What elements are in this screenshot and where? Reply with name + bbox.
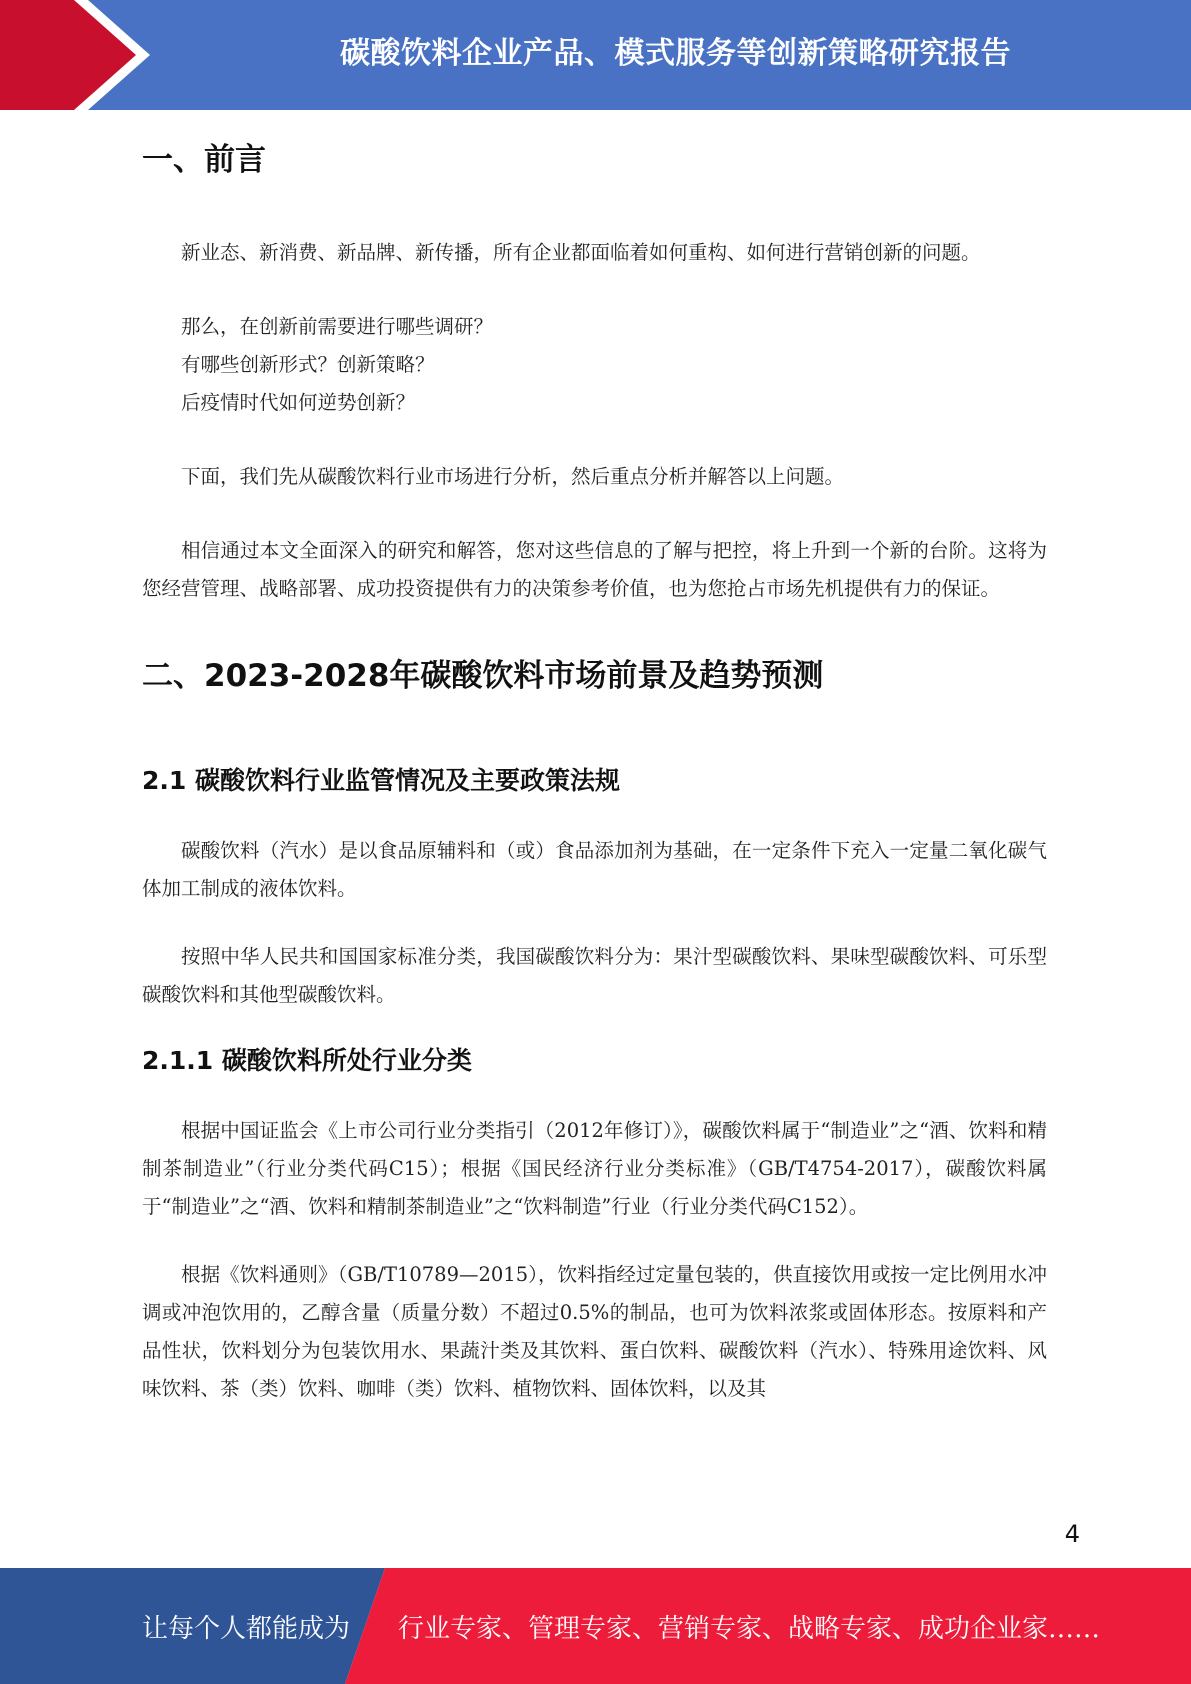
question-line: 那么，在创新前需要进行哪些调研？ <box>181 315 494 338</box>
paragraph: 相信通过本文全面深入的研究和解答，您对这些信息的了解与把控，将上升到一个新的台阶。这将为您经营管理、战略部署、成功投资提供有力的决策参考价值，也为您抢占市场先机提供有力的保证。 <box>142 539 1047 600</box>
section-2-title: 二、2023-2028年碳酸饮料市场前景及趋势预测 <box>142 658 824 694</box>
paragraph: 碳酸饮料（汽水）是以食品原辅料和（或）食品添加剂为基础，在一定条件下充入一定量二氧化碳气体加工制成的液体饮料。 <box>142 839 1047 900</box>
paragraph: 新业态、新消费、新品牌、新传播，所有企业都面临着如何重构、如何进行营销创新的问题。 <box>181 241 981 264</box>
footer-slogan-right: 行业专家、管理专家、营销专家、战略专家、成功企业家…… <box>398 1613 1101 1644</box>
paragraph: 根据中国证监会《上市公司行业分类指引（2012年修订）》，碳酸饮料属于“制造业”之“酒、饮料和精制茶制造业”（行业分类代码C15）；根据《国民经济行业分类标准》（GB/T4754-2017），碳酸饮料属于“制造业”之“酒、饮料和精制茶制造业”之“饮料制造”行业（行业分类代码C152）。 <box>142 1119 1047 1218</box>
footer-slogan-left: 让每个人都能成为 <box>142 1613 351 1644</box>
paragraph: 下面，我们先从碳酸饮料行业市场进行分析，然后重点分析并解答以上问题。 <box>181 465 845 488</box>
question-line: 有哪些创新形式？创新策略？ <box>181 353 435 376</box>
page-number: 4 <box>1064 1520 1080 1548</box>
paragraph: 按照中华人民共和国国家标准分类，我国碳酸饮料分为：果汁型碳酸饮料、果味型碳酸饮料、可乐型碳酸饮料和其他型碳酸饮料。 <box>142 945 1047 1006</box>
section-2-1-1-title: 2.1.1 碳酸饮料所处行业分类 <box>142 1046 472 1075</box>
page-header <box>0 0 1191 110</box>
document-body <box>142 130 1047 1408</box>
header-arrow-icon <box>0 0 160 110</box>
paragraph: 根据《饮料通则》（GB/T10789—2015），饮料指经过定量包装的，供直接饮用或按一定比例用水冲调或冲泡饮用的，乙醇含量（质量分数）不超过0.5%的制品，也可为饮料浓浆或固体形态。按原料和产品性状，饮料划分为包装饮用水、果蔬汁类及其饮料、蛋白饮料、碳酸饮料（汽水）、特殊用途饮料、风味饮料、茶（类）饮料、咖啡（类）饮料、植物饮料、固体饮料，以及其 <box>142 1263 1047 1400</box>
header-title: 碳酸饮料企业产品、模式服务等创新策略研究报告 <box>340 36 1011 71</box>
section-2-1-title: 2.1 碳酸饮料行业监管情况及主要政策法规 <box>142 766 620 795</box>
question-line: 后疫情时代如何逆势创新？ <box>181 391 416 414</box>
page-footer <box>0 1568 1191 1684</box>
section-1-title: 一、前言 <box>142 142 266 178</box>
